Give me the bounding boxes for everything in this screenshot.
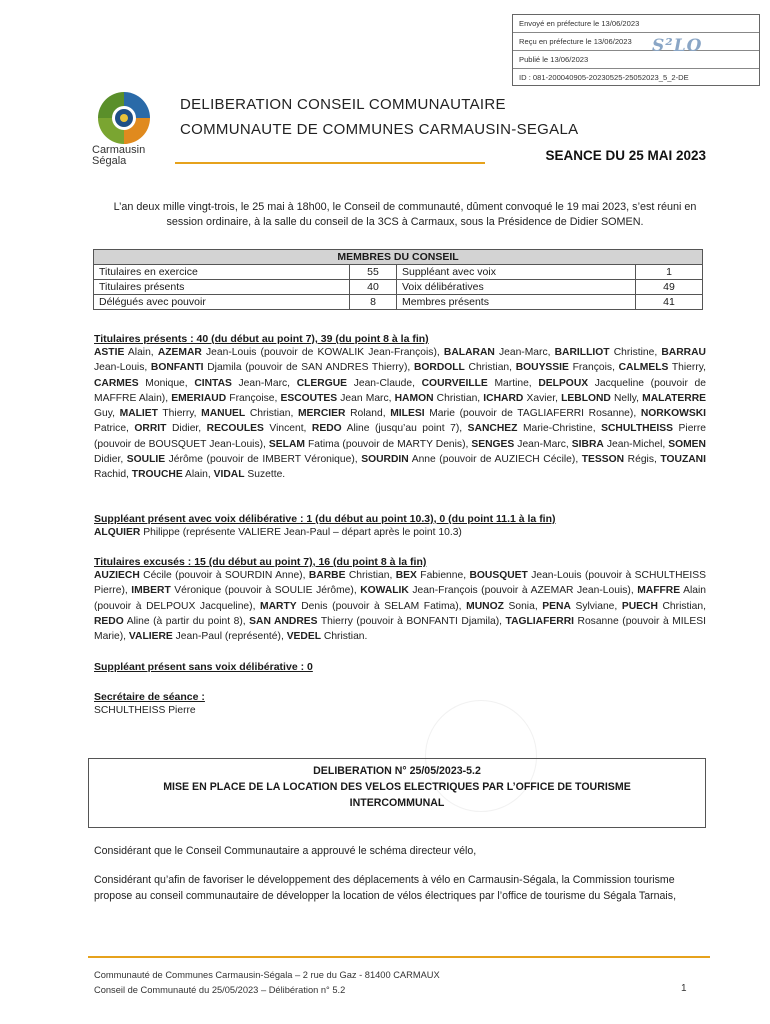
member-name: SOULIE <box>126 454 166 466</box>
member-detail: Jean-Claude, <box>347 377 422 389</box>
member-name: REDO <box>94 615 124 627</box>
footer <box>94 968 440 998</box>
member-detail: François, <box>568 362 619 374</box>
cell-label: Titulaires en exercice <box>94 265 350 280</box>
members-table-header: MEMBRES DU CONSEIL <box>94 250 703 265</box>
member-name: ICHARD <box>483 392 524 404</box>
member-name: SENGES <box>471 438 515 450</box>
member-name: LEBLOND <box>561 392 611 404</box>
member-detail: Christine, <box>609 347 662 358</box>
member-detail: Jean-Louis, <box>94 362 151 374</box>
member-name: VALIERE <box>128 631 173 643</box>
member-name: SCHULTHEISS <box>601 423 674 435</box>
member-detail: Régis, <box>624 454 661 466</box>
stamp-id: ID : 081-200040905-20230525-25052023_5_2-DE <box>519 73 689 82</box>
member-name: ORRIT <box>134 423 167 435</box>
stamp-published: Publié le 13/06/2023 <box>513 51 759 69</box>
member-name: MAFFRE <box>637 585 681 597</box>
cell-value: 8 <box>350 295 397 310</box>
member-name: COURVEILLE <box>421 377 488 389</box>
member-detail: Anne (pouvoir de AUZIECH Cécile), <box>408 454 582 466</box>
stamp-sent: Envoyé en préfecture le 13/06/2023 <box>513 15 759 33</box>
member-detail: Sylviane, <box>570 600 622 612</box>
member-detail: Aline (jusqu’au point 7), <box>341 423 468 435</box>
member-detail: Christian, <box>245 408 298 420</box>
member-detail: Thierry, <box>668 362 706 374</box>
member-name: BONFANTI <box>150 362 204 374</box>
page-number: 1 <box>681 983 687 994</box>
member-name: MALATERRE <box>642 392 706 404</box>
body-paragraph-2: Considérant qu’afin de favoriser le développement des déplacements à vélo en Carmausin-Ségala, la Commission tourisme propose au conseil communautaire de développer la location de vélos électriques par l’office de tourisme du Ségala Tarnais, <box>94 874 677 902</box>
member-name: MILESI <box>390 408 425 420</box>
excuses-section <box>94 556 706 644</box>
member-detail: Christian, <box>657 600 706 612</box>
cell-value: 55 <box>350 265 397 280</box>
member-detail: Rosanne (pouvoir à MILESI Marie), <box>94 615 706 643</box>
member-detail: Didier, <box>94 454 127 466</box>
member-name: MARTY <box>260 600 297 612</box>
member-name: VEDEL <box>286 631 322 643</box>
member-name: MERCIER <box>297 408 346 420</box>
cell-label: Membres présents <box>397 295 636 310</box>
logo-line1: Carmausin <box>92 144 146 156</box>
footer-reference: Conseil de Communauté du 25/05/2023 – Délibération n° 5.2 <box>94 985 346 995</box>
member-name: TOUZANI <box>660 454 706 466</box>
presents-list <box>94 345 706 483</box>
excuses-title: Titulaires excusés : 15 (du début au point 7), 16 (du point 8 à la fin) <box>94 556 427 568</box>
member-detail: Jérôme (pouvoir de IMBERT Véronique), <box>165 454 362 466</box>
member-detail: Jean-Marc, <box>231 377 297 389</box>
deliberation-title-line2: INTERCOMMUNAL <box>349 797 445 809</box>
excuses-list <box>94 568 706 644</box>
member-detail: Véronique (pouvoir à SOULIE Jérôme), <box>170 585 361 597</box>
member-detail: Rachid, <box>94 469 132 481</box>
header-divider <box>175 162 485 164</box>
member-detail: Thierry (pouvoir à BONFANTI Djamila), <box>317 615 506 627</box>
member-detail: Nelly, <box>610 392 643 404</box>
footer-divider <box>88 956 710 958</box>
member-detail: Jean Marc, <box>337 392 395 404</box>
member-name: PENA <box>542 600 571 612</box>
cell-label: Délégués avec pouvoir <box>94 295 350 310</box>
member-detail: Aline (à partir du point 8), <box>123 615 250 627</box>
member-detail: Christian, <box>433 392 484 404</box>
cell-value: 40 <box>350 280 397 295</box>
carmausin-segala-logo <box>92 86 156 150</box>
member-detail: Alain, <box>124 347 158 358</box>
cell-value: 41 <box>636 295 703 310</box>
members-table <box>93 249 703 310</box>
member-detail: Patrice, <box>94 423 135 435</box>
member-name: BARBE <box>308 570 346 581</box>
member-name: VIDAL <box>213 469 245 481</box>
document-title: DELIBERATION CONSEIL COMMUNAUTAIRE <box>180 96 506 113</box>
member-detail: Pierre (pouvoir de BOUSQUET Jean-Louis), <box>94 423 707 450</box>
deliberation-title-line1: MISE EN PLACE DE LA LOCATION DES VELOS ELECTRIQUES PAR L’OFFICE DE TOURISME <box>163 781 631 793</box>
member-detail: Jean-Louis (pouvoir à SCHULTHEISS Pierre), <box>94 570 706 597</box>
member-name: BALARAN <box>443 347 495 358</box>
organization-name: COMMUNAUTE DE COMMUNES CARMAUSIN-SEGALA <box>180 121 579 138</box>
member-detail: Cécile (pouvoir à SOURDIN Anne), <box>139 570 309 581</box>
member-detail: Monique, <box>138 377 195 389</box>
secretaire-title: Secrétaire de séance : <box>94 691 205 703</box>
member-name: BARRAU <box>661 347 706 358</box>
member-name: NORKOWSKI <box>640 408 707 420</box>
member-name: BOUYSSIE <box>515 362 569 374</box>
member-detail: Guy, <box>94 408 120 420</box>
member-name: PUECH <box>621 600 658 612</box>
member-name: AUZIECH <box>94 570 140 581</box>
member-detail: Djamila (pouvoir de SAN ANDRES Thierry), <box>203 362 414 374</box>
intro-paragraph: L’an deux mille vingt-trois, le 25 mai à 18h00, le Conseil de communauté, dûment convoqué le 19 mai 2023, s’est réuni en session ordinaire, à la salle du conseil de la 3CS à Carmaux, sous la Présidence de Didier SOMEN. <box>113 201 697 228</box>
body-paragraph-1: Considérant que le Conseil Communautaire a approuvé le schéma directeur vélo, <box>94 845 477 857</box>
cell-label: Titulaires présents <box>94 280 350 295</box>
member-detail: Marie (pouvoir de TAGLIAFERRI Rosanne), <box>424 408 641 420</box>
member-name: SELAM <box>268 438 305 450</box>
member-name: AZEMAR <box>157 347 202 358</box>
table-row <box>94 280 703 295</box>
member-name: CLERGUE <box>296 377 348 389</box>
member-name: TROUCHE <box>131 469 183 481</box>
member-name: CALMELS <box>618 362 669 374</box>
member-name: TAGLIAFERRI <box>505 615 574 627</box>
member-name: IMBERT <box>131 585 171 597</box>
slo-logo: S²LO <box>652 36 703 56</box>
secretaire-name: SCHULTHEISS Pierre <box>94 705 196 716</box>
member-detail: Marie-Christine, <box>517 423 602 435</box>
presents-title: Titulaires présents : 40 (du début au point 7), 39 (du point 8 à la fin) <box>94 333 429 345</box>
member-name: HAMON <box>394 392 434 404</box>
member-name: DELPOUX <box>538 377 589 389</box>
member-detail: Jean-François (pouvoir à AZEMAR Jean-Louis), <box>408 585 638 597</box>
member-detail: Fabienne, <box>416 570 470 581</box>
suppleant-section <box>94 513 706 540</box>
member-detail: Suzette. <box>244 469 286 481</box>
member-detail: Jean-Marc, <box>494 347 555 358</box>
member-detail: Alain, <box>182 469 214 481</box>
member-name: BORDOLL <box>413 362 465 374</box>
member-name: MALIET <box>119 408 158 420</box>
sans-voix-title: Suppléant présent sans voix délibérative : 0 <box>94 661 313 673</box>
member-name: REDO <box>311 423 342 435</box>
member-name: ESCOUTES <box>280 392 338 404</box>
member-detail: Didier, <box>166 423 207 435</box>
member-name: BOUSQUET <box>469 570 528 581</box>
secretaire-section <box>94 691 205 718</box>
member-detail: Christian. <box>321 631 368 643</box>
cell-value: 1 <box>636 265 703 280</box>
member-detail: Jean-Marc, <box>514 438 572 450</box>
member-name: BEX <box>395 570 417 581</box>
logo-line2: Ségala <box>92 155 127 167</box>
member-detail: Jacqueline (pouvoir de MAFFRE Alain), <box>94 377 706 404</box>
member-detail: Alain (pouvoir à DELPOUX Jacqueline), <box>94 585 706 612</box>
suppleant-text: Philippe (représente VALIERE Jean-Paul – départ après le point 10.3) <box>143 527 462 538</box>
member-detail: Christian, <box>464 362 516 374</box>
deliberation-box <box>88 758 706 828</box>
member-detail: Denis (pouvoir à SELAM Fatima), <box>296 600 467 612</box>
member-detail: Vincent, <box>263 423 312 435</box>
cell-value: 49 <box>636 280 703 295</box>
member-detail: Fatima (pouvoir de MARTY Denis), <box>304 438 472 450</box>
deliberation-number: DELIBERATION N° 25/05/2023-5.2 <box>313 765 481 777</box>
cell-label: Suppléant avec voix <box>397 265 636 280</box>
transmission-stamp <box>512 14 760 86</box>
member-name: CINTAS <box>194 377 232 389</box>
suppleant-name: ALQUIER <box>94 527 141 538</box>
member-name: BARILLIOT <box>554 347 610 358</box>
member-name: MANUEL <box>201 408 246 420</box>
presents-section <box>94 333 706 483</box>
member-detail: Jean-Michel, <box>603 438 669 450</box>
member-name: CARMES <box>94 377 139 389</box>
member-detail: Françoise, <box>226 392 281 404</box>
member-name: SOURDIN <box>361 454 409 466</box>
footer-address: Communauté de Communes Carmausin-Ségala – 2 rue du Gaz - 81400 CARMAUX <box>94 970 440 980</box>
stamp-received: Reçu en préfecture le 13/06/2023 <box>513 33 759 51</box>
logo-text <box>92 145 145 167</box>
suppleant-title: Suppléant présent avec voix délibérative : 1 (du début au point 10.3), 0 (du point 11.1 à la fin) <box>94 513 556 525</box>
member-name: TESSON <box>581 454 625 466</box>
member-name: SANCHEZ <box>467 423 518 435</box>
member-detail: Christian, <box>345 570 396 581</box>
member-detail: Roland, <box>345 408 391 420</box>
table-row <box>94 295 703 310</box>
member-detail: Martine, <box>487 377 539 389</box>
member-detail: Thierry, <box>157 408 202 420</box>
member-name: SAN ANDRES <box>249 615 318 627</box>
member-detail: Xavier, <box>523 392 562 404</box>
member-detail: Sonia, <box>503 600 543 612</box>
member-name: RECOULES <box>206 423 264 435</box>
member-name: EMERIAUD <box>171 392 227 404</box>
member-name: MUNOZ <box>466 600 504 612</box>
table-row <box>94 265 703 280</box>
cell-label: Voix délibératives <box>397 280 636 295</box>
member-name: SIBRA <box>571 438 604 450</box>
member-detail: Jean-Louis (pouvoir de KOWALIK Jean-François), <box>201 347 444 358</box>
session-date: SEANCE DU 25 MAI 2023 <box>545 148 706 163</box>
member-name: SOMEN <box>668 438 706 450</box>
member-name: ASTIE <box>94 347 125 358</box>
member-detail: Jean-Paul (représenté), <box>172 631 287 643</box>
member-name: KOWALIK <box>360 585 409 597</box>
